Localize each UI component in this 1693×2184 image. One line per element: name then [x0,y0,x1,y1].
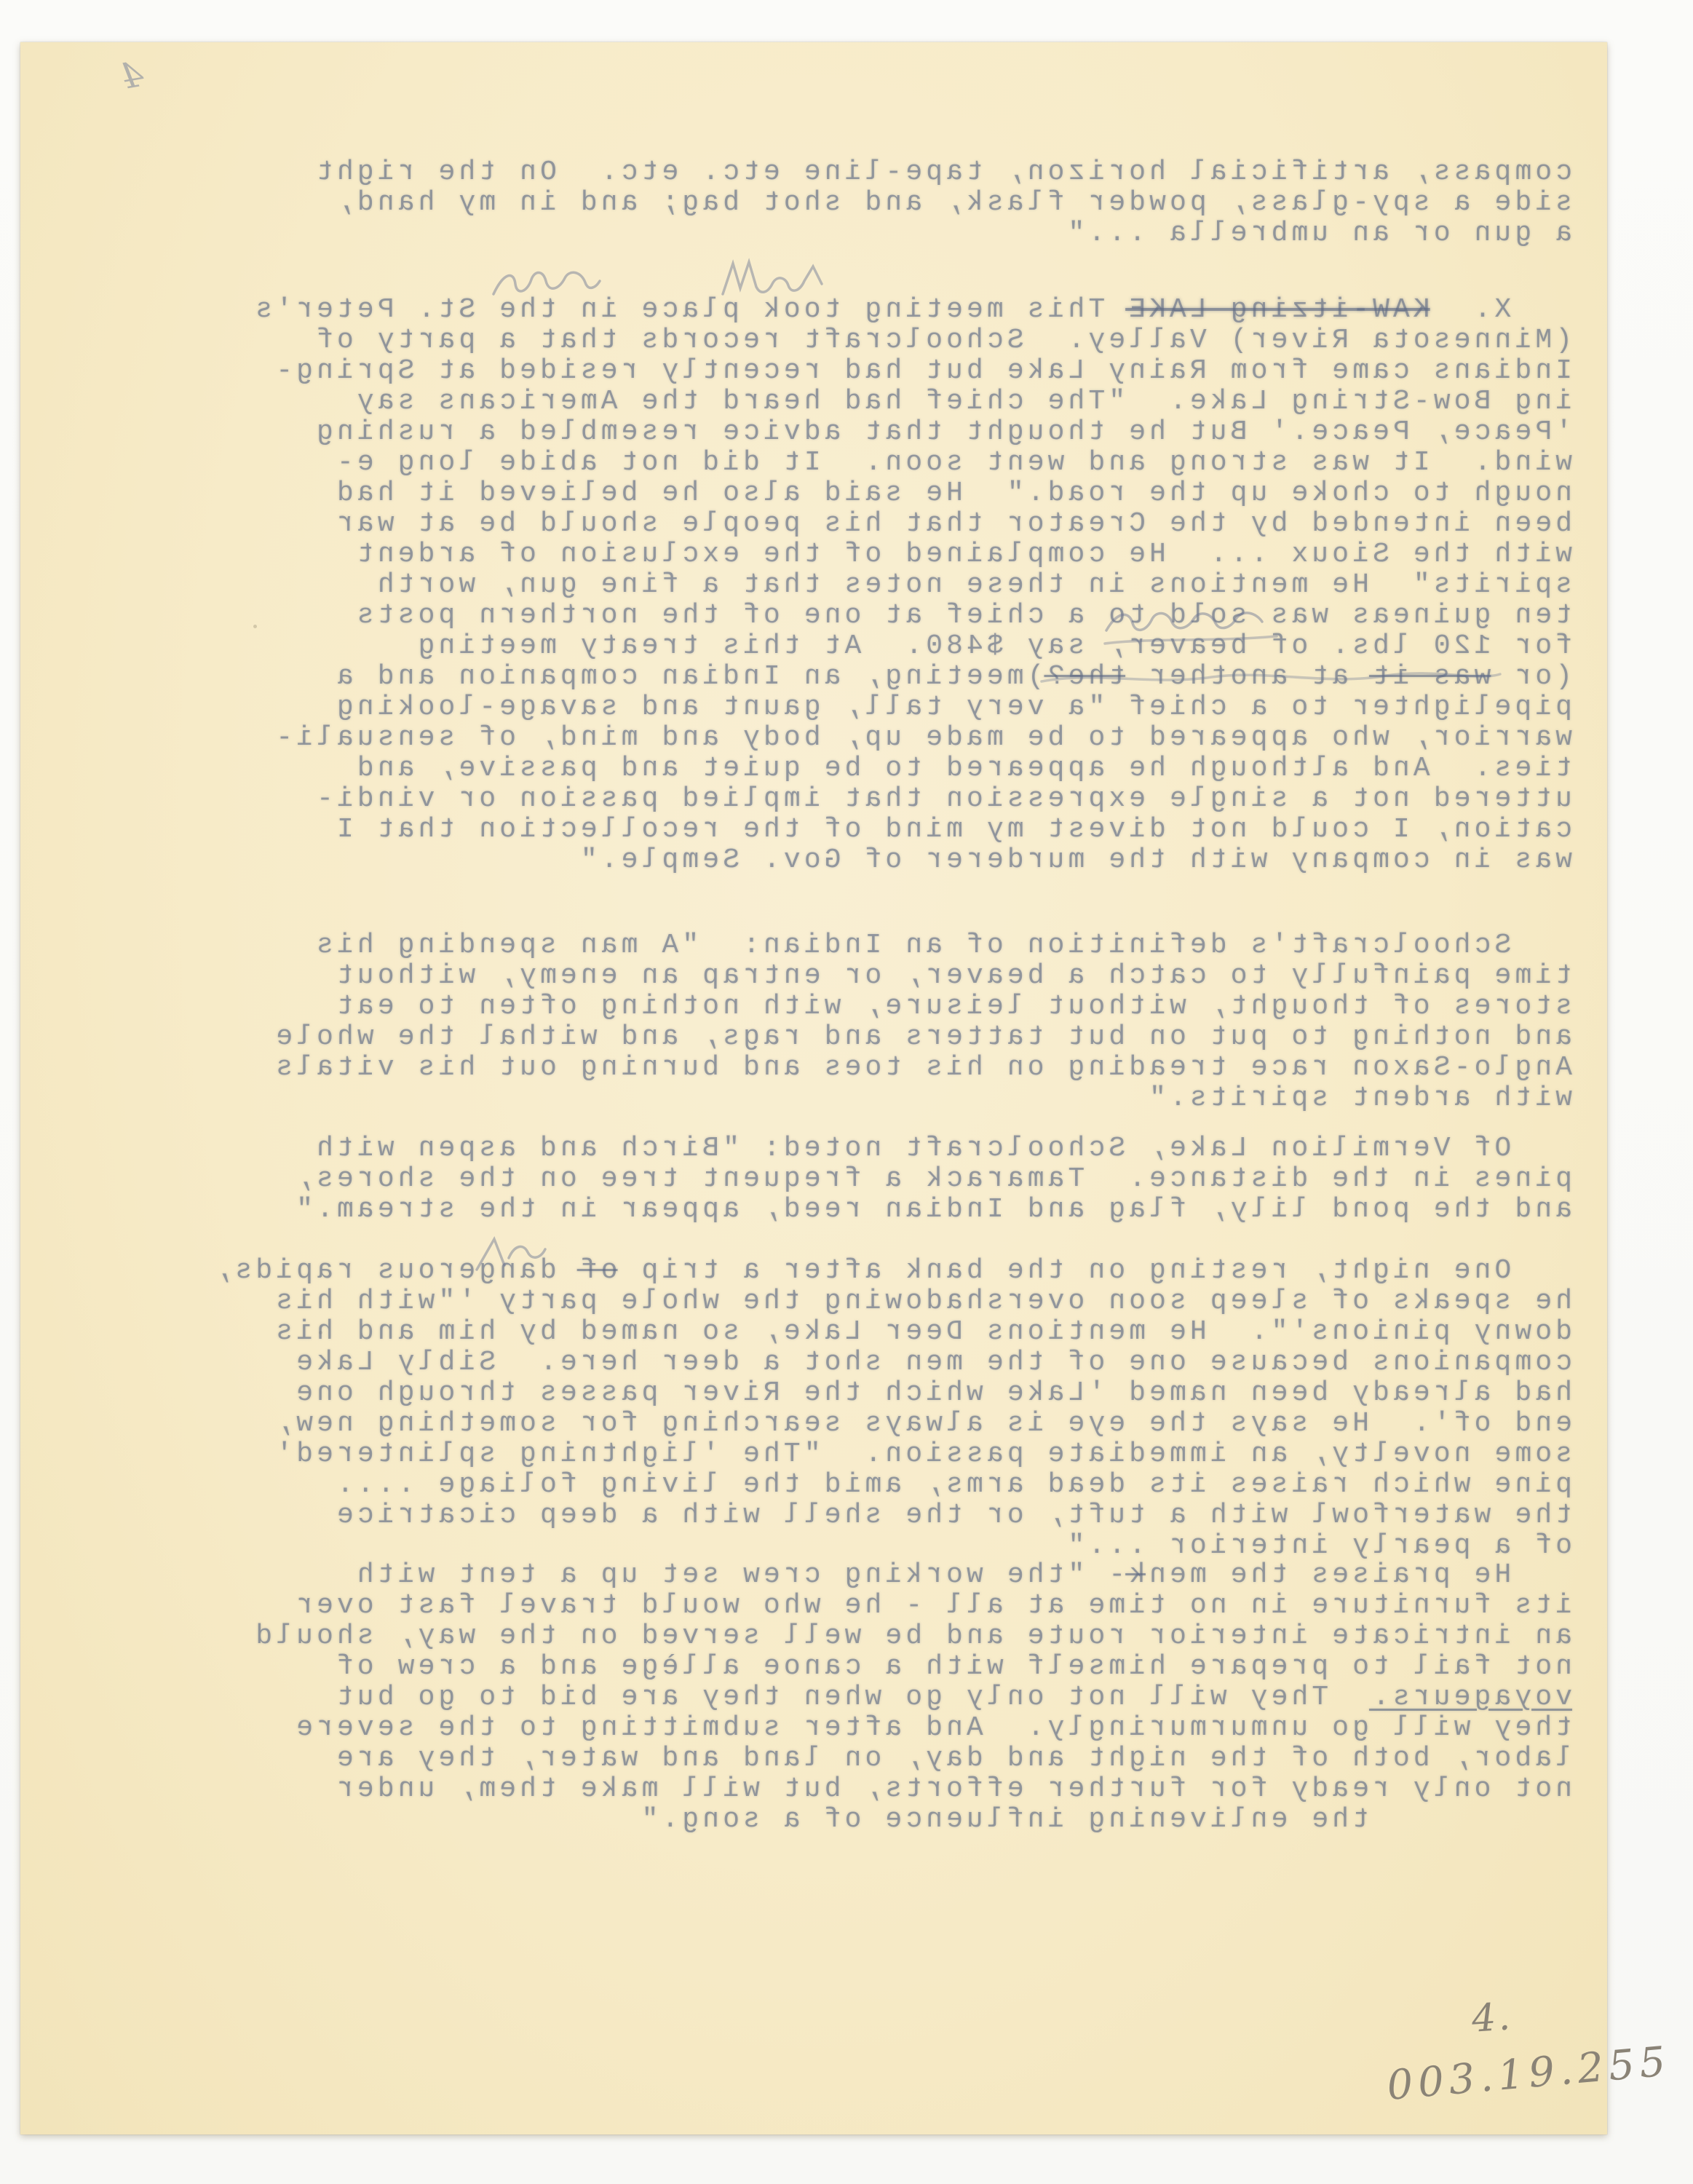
p2-indent: X. [1430,294,1572,325]
p5-body: dangerous rapids, he speaks of sleep soon overshadowing the whole party '"with his downy pinions'". He mentions Deer Lake, so named by him and his companions because one of the men shot a deer here. Sibly Lake had already been named 'Lake which the River passes through one end of'. He says the eye is always searching for something new, some novelty, an immediate passion. "The 'lightning splintered' pine which raises its dead arms, amid the living foliage .... the waterfowl with a tuft, or the shell with a deep cicatrice of a pearly interior ..." [211,1255,1572,1562]
p2-struck-lake-name: KAW-itzing LAKE [1125,294,1430,325]
p2-mid: at another [1125,661,1369,692]
p4-text: Of Vermilion Lake, Schoolcraft noted: "Birch and aspen with pines in the distance. Tamarack a frequent tree on the shores, and the pond lily, flag and Indian reed, appear in the stream." [293,1133,1572,1225]
paper-speck [319,1331,322,1334]
document-page [20,42,1607,2134]
p2-struck-was-it: was it [1368,661,1491,692]
p2-struck-the: the? [1044,661,1126,692]
p5-struck-of: of [576,1255,618,1286]
paper-speck [253,625,257,628]
p3-text: Schoolcraft's definition of an Indian: "A man spending his time painfully to catch a beaver, or entrap an enemy, without stores of thought, without leisure, with nothing often to eat and nothing to put on but tatters and rags, and withal the whole Anglo-Saxon race treading on his toes and burning out his vitals with ardent spirits." [272,930,1572,1114]
p6-body-a: - "the working crew set up a tent with its furniture in no time at all - he who would travel fast over an intricate interior route and be well served on the way, should not fail to prepare himself with a canoe allège and a crew of [252,1559,1572,1682]
p1-text: compass, artificial horizon, tape-line etc. etc. On the right side a spy-glass, powder flask, and shot bag; and in my hand, a gun or an umbrella ..." [312,157,1572,249]
p6-lead: He praises the men [1146,1559,1572,1591]
p2-body-a: This meeting took place in the St. Peter's (Minnesota River) Valley. Schoolcraft records that a party of Indians came from Rainy Lake but had recently resided at Spring- ing Bow-String Lake. "The chief had heard the Americans say 'Peace, Peace.' But he thought that advice resembled a rushing wind. It was strong and went soon. It did not abide long e- nough to choke up the road." He said also he believed it had been intended by the Creator that his people should be at war with the Sioux ... He complained of the exclusion of ardent spirits" He mentions in these notes that a fine gun, worth ten guineas was sold to a chief at one of the northern posts for 120 lbs. of beaver, say $480. At this treaty meeting (or [252,294,1572,692]
handwritten-page-number: 4. [1470,1995,1514,2041]
p6-struck-k: k [1125,1559,1146,1591]
p2-body-b: )meeting, an Indian companion and a pipelighter to a chief "a very tall, gaunt and savage-looking warrior, who appeared to be made up, body and mind, of sensuali- ties. And although he appeared to be quiet and passive, and uttered not a single expression that implied passion or vindi- cation, I could not divest my mind of the recollection that I was in company with the murderer of Gov. Semple." [272,661,1572,876]
handwritten-catalog-number: 003.19.255 [1384,2038,1673,2110]
p5-lead: One night, resting on the bank after a trip [617,1255,1572,1286]
p6-underlined-voyageurs: voyageurs. [1368,1682,1572,1713]
bleed-page-number: 4 [117,53,147,98]
p6-body-b: They will not only go when they are bid to go but they will go unmurmuringly. And after submitting to the severe labor, both of the night and day, on land and water, they are not only ready for further efforts, but will make them, under the enlivening influence of a song." [293,1682,1572,1835]
